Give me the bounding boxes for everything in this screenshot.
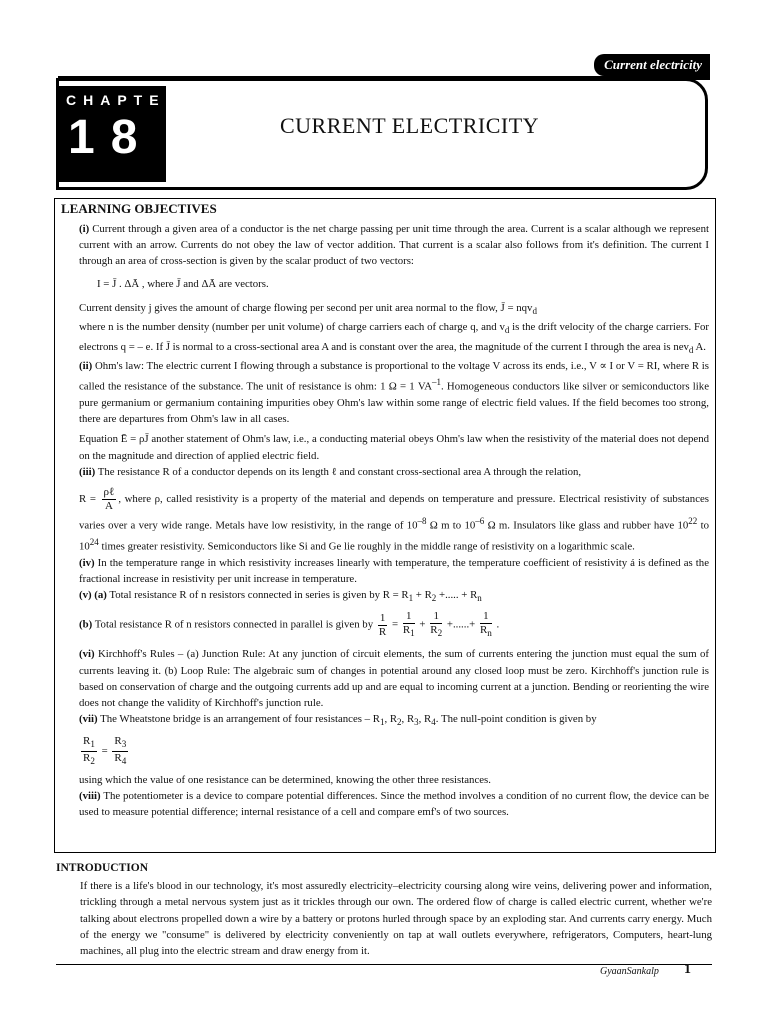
resistivity-text: R = $\frac{\text{ρℓ}}{A}$ , where ρ, called resistivity is a property of the material and depends on temperature and pressure. Electrical resistivity of substances varies over a very wide range. Metals have low resistivity, in the range of $10^{-8}$ Ω m to $10^{-6}$ Ω m. Insulators like glass and rubber have $10^{22}$ to $10^{24}$ times greater resistivity. Semiconductors like Si and Ge lie roughly in the middle range of resistivity on a logarithmic scale. (79, 485, 709, 553)
drift-velocity-text: where n is the number density (number per unit volume) of charge carriers each of charge q, and $v_d$ is the drift velocity of the charge carriers. For electrons q = – e. If J̄ is normal to a cross-sectional area A and is constant over the area, the magnitude of the current I through the area is nev$_d$ A. (79, 321, 709, 355)
objective-viii: (viii) The potentiometer is a device to compare potential differences. Since the method involves a condition of no current flow, the device can be used to measure potential difference; internal resistance of a cell and compare emf's of two sources. (79, 790, 709, 819)
current-density-line: Current density j gives the amount of charge flowing per second per unit area normal to the flow, J̄ = nqv$_d$ (79, 301, 537, 316)
objective-iv: (iv) In the temperature range in which resistivity increases linearly with temperature, the temperature coefficient of resistivity á is defined as the fractional increase in resistivity per unit increase in temperature. (79, 556, 709, 585)
wheatstone-note: using which the value of one resistance can be determined, knowing the other three resistances. (79, 774, 491, 786)
introduction-heading: INTRODUCTION (56, 862, 149, 874)
chapter-number: 18 (68, 111, 154, 164)
objective-vii: (vii) The Wheatstone bridge is an arrangement of four resistances – $R_1$, $R_2$, $R_3$, $R_4$. The null-point condition is given by (79, 713, 597, 728)
wheatstone-condition: $\frac{R_1}{R_2}$ = $\frac{R_3}{R_4}$ (83, 734, 127, 766)
introduction-text: If there is a life's blood in our technology, it's most assuredly electricity–electricity coursing along wire veins, delivering power and information, trickling through a metal nervous system just as it trickles through our own. The ordered flow of charge is called electric current, whether we're talking about electrons propelled down a wire by a battery or protons hurled through space by an exploding star. And currents carry energy. Much of the energy we "consume" is delivered by electricity conveniently on tap at wall outlets everywhere, refrigerators, Computers, heart-lung machines, all plug into the electric stream and draw energy from it. (80, 880, 712, 958)
objective-iii: (iii) The resistance R of a conductor depends on its length ℓ and constant cross-sectional area A through the relation, (79, 465, 582, 478)
objective-v-a: (v) (a) Total resistance R of n resistors connected in series is given by $R = R_1 + R_2$ +..... + $R_n$ (79, 588, 482, 604)
learning-objectives-box (54, 198, 716, 853)
objective-ii: (ii) Ohm's law: The electric current I flowing through a substance is proportional to the voltage V across its ends, i.e., V ∝ I or V = RI, where R is called the resistance of the substance. The unit of resistance is ohm: 1 Ω = 1 $VA^{-1}$. Homogeneous conductors like silver or semiconductors like pure germanium or germanium containing impurities obey Ohm's law within some range of electric field values. If the field becomes too strong, there are departures from Ohm's law in all cases. (79, 359, 709, 426)
objective-v-b: (b) Total resistance R of n resistors connected in parallel is given by $\frac{1}{R}$ = $\frac{1}{R_1}$ + $\frac{1}{R_2}$ +......+ $\frac{1}{R_n}$ . (79, 610, 500, 639)
page-number: 1 (684, 962, 691, 977)
footer-rule (56, 964, 712, 965)
current-equation: I = J̄ . ΔĀ , where J̄ and ΔĀ are vectors. (97, 277, 269, 290)
footer-brand: GyaanSankalp (600, 966, 659, 977)
learning-objectives-title: LEARNING OBJECTIVES (61, 201, 217, 216)
ohm-law-vector-form: Equation Ē = ρJ̄ another statement of Ohm's law, i.e., a conducting material obeys Ohm's law when the resistivity of the material does not depend on the magnitude and direction of applied electric field. (79, 433, 709, 462)
resistance-fraction: $\frac{\text{ρℓ}}{A}$ (103, 485, 115, 512)
objective-vi: (vi) Kirchhoff's Rules – (a) Junction Rule: At any junction of circuit elements, the sum of currents entering the junction must equal the sum of currents leaving it. (b) Loop Rule: The algebraic sum of changes in potential around any closed loop must be zero. Kirchhoff's junction rule is based on conservation of charge and the outgoing currents add up and are equal to incoming current at a junction. Bending or reorienting the wire does not change the validity of Kirchhoff's junction rule. (79, 648, 709, 710)
learning-objectives-body (79, 221, 709, 848)
chapter-title: CURRENT ELECTRICITY (280, 113, 540, 138)
running-header: Current electricity (594, 54, 710, 76)
objective-i: (i) Current through a given area of a conductor is the net charge passing per unit time through the area. Current is a scalar although we represent current with an arrow. Currents do not obey the law of vector addition. That current is a scalar also follows from it's definition. The current I through an area of cross-section is given by the scalar product of two vectors: (79, 223, 709, 268)
chapter-word: CHAPTER (66, 92, 183, 108)
chapter-badge (56, 86, 183, 182)
